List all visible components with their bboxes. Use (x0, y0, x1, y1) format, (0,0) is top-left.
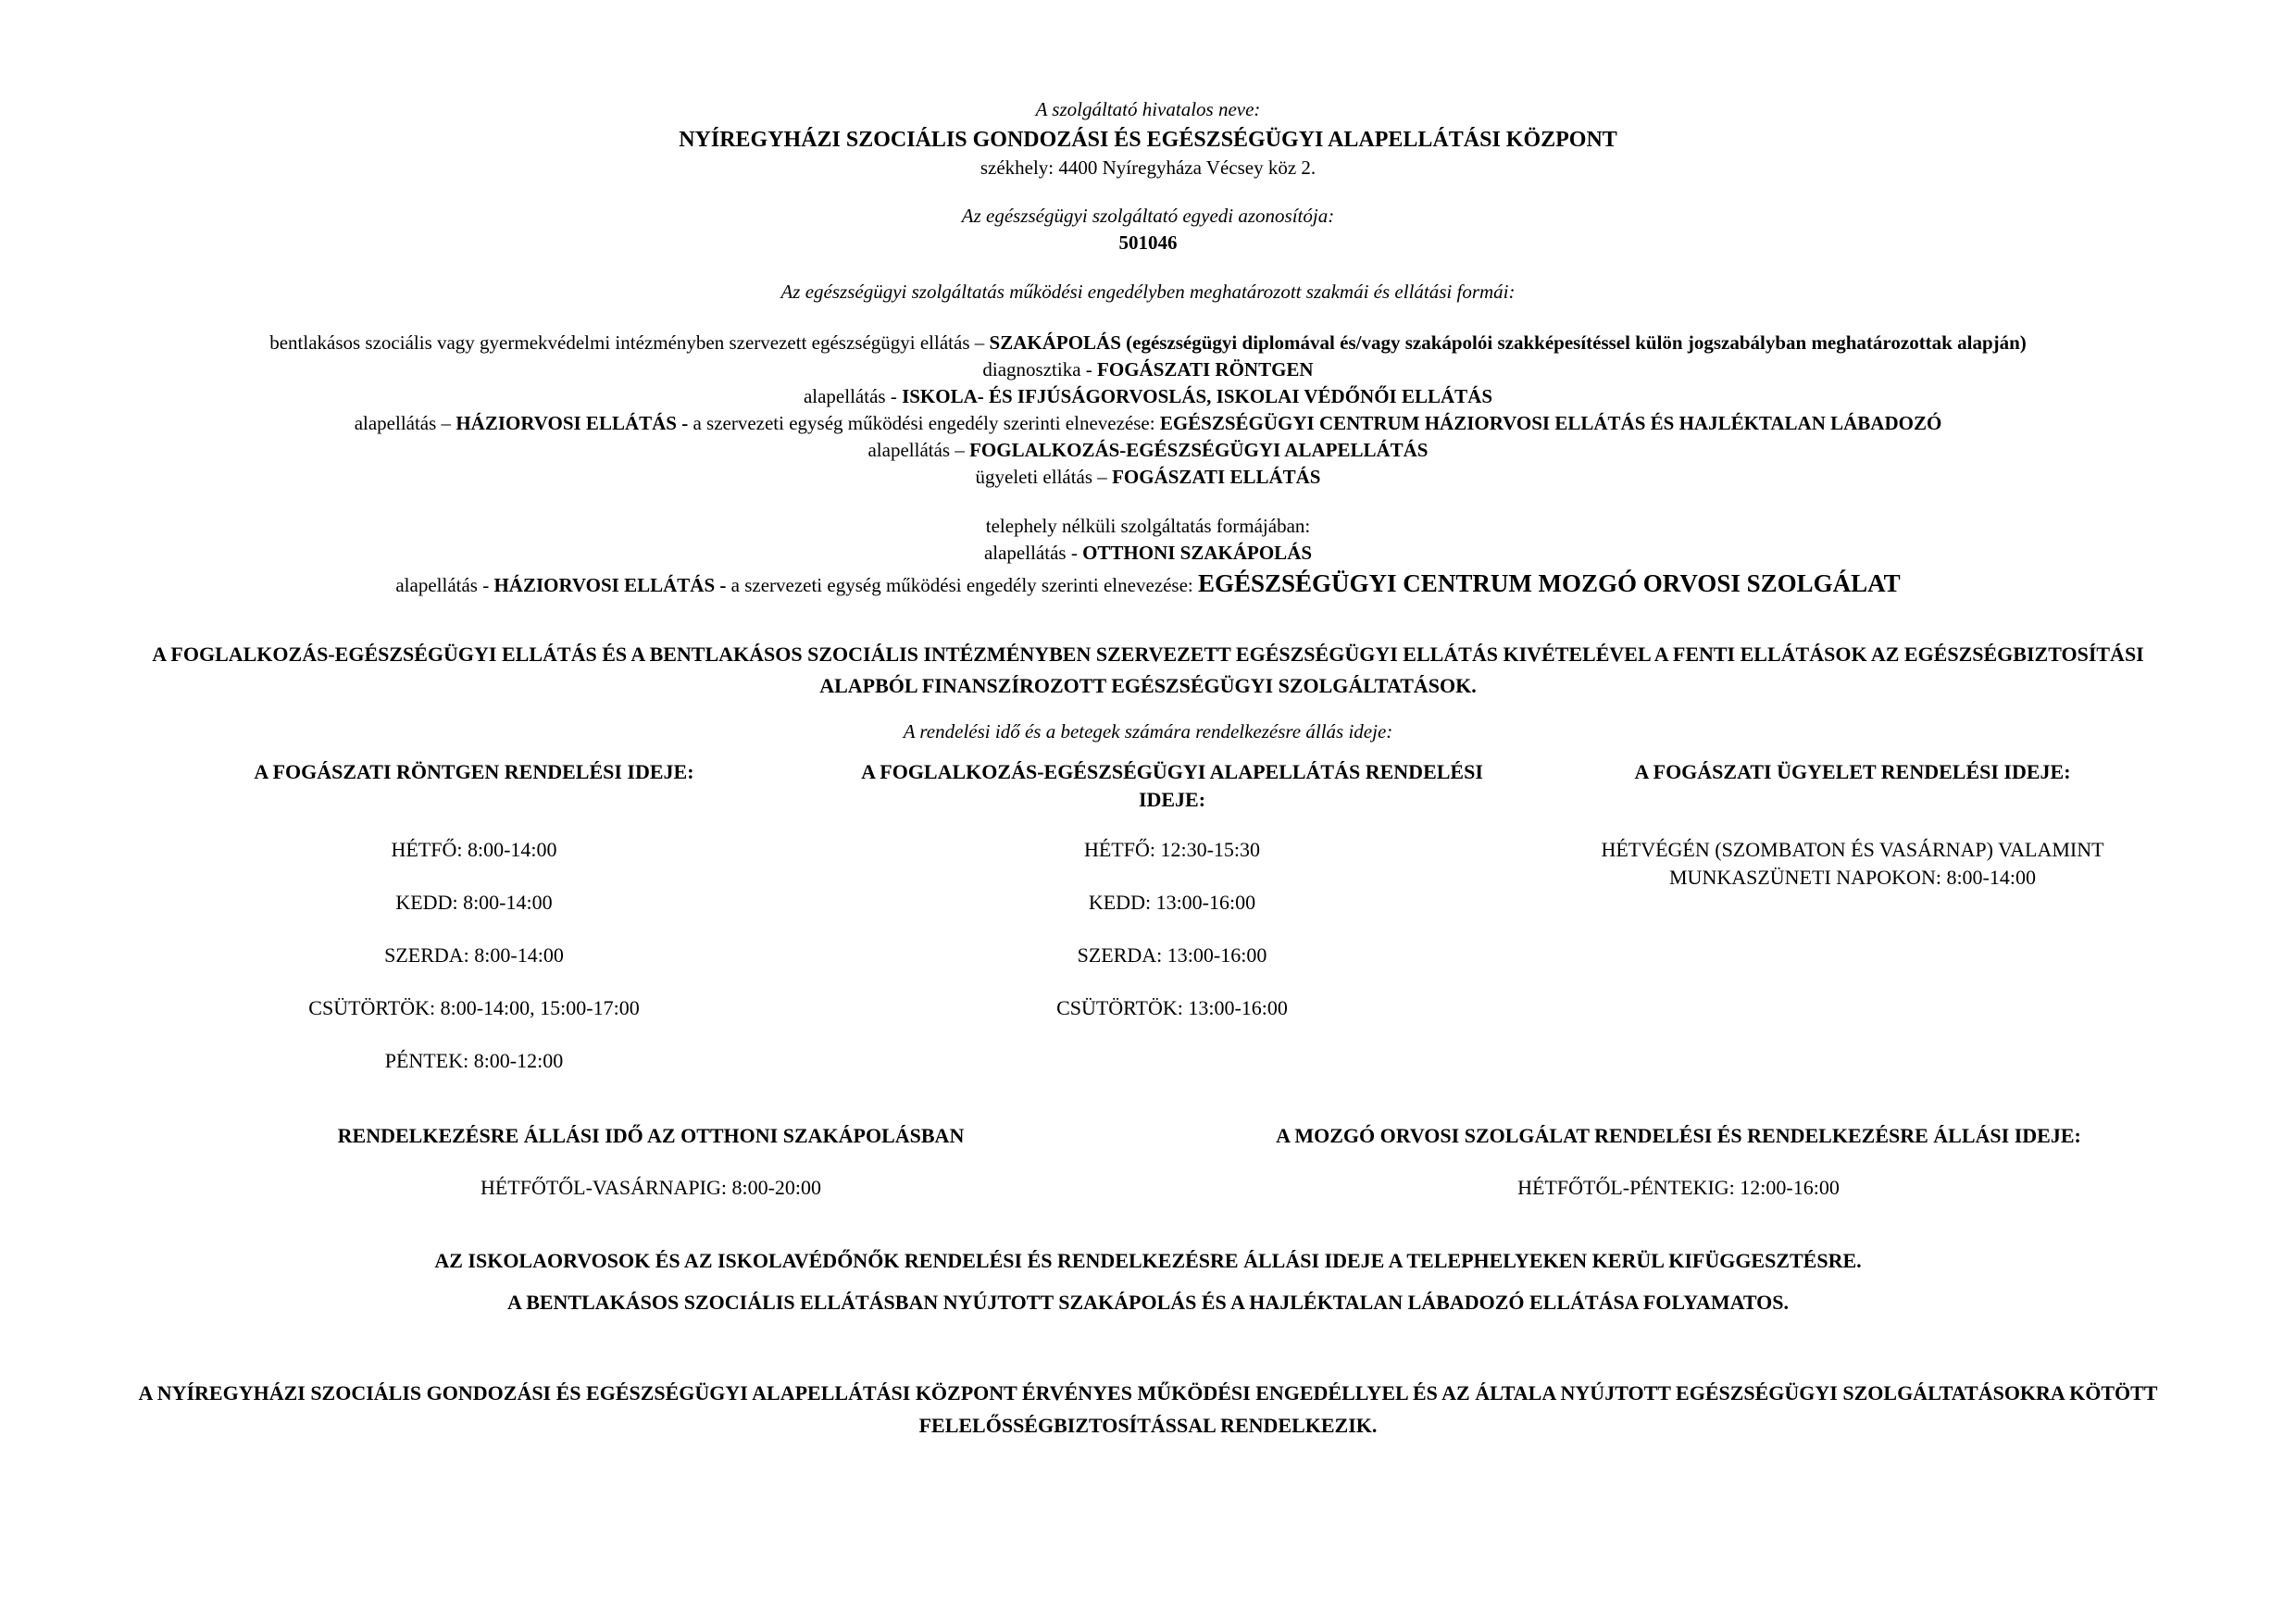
service-bold-unit-name: EGÉSZSÉGÜGYI CENTRUM MOZGÓ ORVOSI SZOLGÁLAT (1197, 569, 1901, 597)
availability-column-mobile-doctor (1262, 1122, 2095, 1201)
financing-note: A FOGLALKOZÁS-EGÉSZSÉGÜGYI ELLÁTÁS ÉS A BENTLAKÁSOS SZOCIÁLIS INTÉZMÉNYBEN SZERVEZETT EGÉSZSÉGÜGYI ELLÁTÁS KIVÉTELÉVEL A FENTI ELLÁTÁSOK AZ EGÉSZSÉGBIZTOSÍTÁSI ALAPBÓL FINANSZÍROZOTT EGÉSZSÉGÜGYI SZOLGÁLTATÁSOK. (152, 643, 2144, 697)
provider-name-label: A szolgáltató hivatalos neve: (1035, 98, 1261, 120)
service-line-dental-xray (0, 356, 2296, 383)
schedule-row-wednesday: SZERDA: 13:00-16:00 (1077, 943, 1267, 967)
service-bold: FOGLALKOZÁS-EGÉSZSÉGÜGYI ALAPELLÁTÁS (969, 439, 1429, 461)
closing-statement: A NYÍREGYHÁZI SZOCIÁLIS GONDOZÁSI ÉS EGÉSZSÉGÜGYI ALAPELLÁTÁSI KÖZPONT ÉRVÉNYES MŰKÖDÉSI ENGEDÉLLYEL ÉS AZ ÁLTALA NYÚJTOTT EGÉSZSÉGÜGYI SZOLGÁLTATÁSOKRA KÖTÖTT FELELŐSSÉGBIZTOSÍTÁSSAL RENDELKEZIK. (138, 1381, 2158, 1437)
availability-header: A MOZGÓ ORVOSI SZOLGÁLAT RENDELÉSI ÉS RENDELKEZÉSRE ÁLLÁSI IDEJE: (1276, 1124, 2081, 1147)
notes-section (0, 1247, 2296, 1317)
schedule-column-dental-xray (167, 758, 781, 1100)
service-pre: alapellátás – (354, 412, 456, 434)
schedule-row-weekend: HÉTVÉGÉN (SZOMBATON ÉS VASÁRNAP) VALAMINT MUNKASZÜNETI NAPOKON: 8:00-14:00 (1601, 838, 2104, 889)
availability-column-home-nursing (299, 1122, 1003, 1201)
schedule-rows (167, 836, 781, 1074)
hours-intro: A rendelési idő és a betegek számára rendelkezésre állás ideje: (903, 720, 1393, 743)
service-pre: alapellátás - (395, 574, 494, 596)
service-bold: ISKOLA- ÉS IFJÚSÁGORVOSLÁS, ISKOLAI VÉDŐNŐI ELLÁTÁS (902, 385, 1493, 407)
schedule-column-occupational-health (857, 758, 1487, 1047)
service-bold-unit-name: EGÉSZSÉGÜGYI CENTRUM HÁZIORVOSI ELLÁTÁS ÉS HAJLÉKTALAN LÁBADOZÓ (1159, 412, 1942, 434)
schedule-row-monday: HÉTFŐ: 12:30-15:30 (1083, 838, 1261, 861)
service-line-inpatient-nursing (0, 330, 2296, 356)
service-line-gp-care (0, 410, 2296, 437)
schedule-column-header: A FOGÁSZATI RÖNTGEN RENDELÉSI IDEJE: (254, 760, 694, 783)
service-pre: diagnosztika - (982, 358, 1098, 381)
service-line-school-health (0, 383, 2296, 410)
service-pre: alapellátás – (867, 439, 970, 461)
service-line-occupational-health (0, 437, 2296, 464)
schedule-row-monday: HÉTFŐ: 8:00-14:00 (391, 838, 557, 861)
provider-address: székhely: 4400 Nyíregyháza Vécsey köz 2. (980, 156, 1316, 179)
schedule-column-header: A FOGÁSZATI ÜGYELET RENDELÉSI IDEJE: (1634, 760, 2071, 783)
note-school-doctors: AZ ISKOLAORVOSOK ÉS AZ ISKOLAVÉDŐNŐK RENDELÉSI ÉS RENDELKEZÉSRE ÁLLÁSI IDEJE A TELEPHELYEKEN KERÜL KIFÜGGESZTÉSRE. (434, 1249, 1862, 1272)
remote-services-intro: telephely nélküli szolgáltatás formájában: (985, 515, 1311, 537)
service-bold: SZAKÁPOLÁS (egészségügyi diplomával és/vagy szakápolói szakképesítéssel külön jogszabályban meghatározottak alapján) (989, 331, 2027, 354)
service-pre: bentlakásos szociális vagy gyermekvédelmi intézményben szervezett egészségügyi ellátás – (269, 331, 990, 354)
schedule-column-dental-oncall (1547, 758, 2158, 918)
schedule-row-friday: PÉNTEK: 8:00-12:00 (384, 1049, 564, 1072)
remote-service-mobile-doctor (0, 567, 2296, 602)
note-continuous-care: A BENTLAKÁSOS SZOCIÁLIS ELLÁTÁSBAN NYÚJTOTT SZAKÁPOLÁS ÉS A HAJLÉKTALAN LÁBADOZÓ ELLÁTÁSA FOLYAMATOS. (507, 1291, 1789, 1314)
schedule-rows (1547, 836, 2158, 892)
availability-header: RENDELKEZÉSRE ÁLLÁSI IDŐ AZ OTTHONI SZAKÁPOLÁSBAN (337, 1124, 965, 1147)
remote-service-home-nursing (0, 540, 2296, 567)
schedule-column-header: A FOGLALKOZÁS-EGÉSZSÉGÜGYI ALAPELLÁTÁS RENDELÉSI IDEJE: (861, 760, 1483, 811)
service-bold: FOGÁSZATI ELLÁTÁS (1112, 466, 1321, 488)
service-pre: alapellátás - (803, 385, 903, 407)
availability-row: HÉTFŐTŐL-VASÁRNAPIG: 8:00-20:00 (480, 1176, 822, 1199)
provider-id-label: Az egészségügyi szolgáltató egyedi azonosítója: (961, 205, 1335, 227)
service-mid: a szervezeti egység működési engedély szerinti elnevezése: (730, 574, 1198, 596)
service-bold: HÁZIORVOSI ELLÁTÁS - (493, 574, 731, 596)
service-bold: HÁZIORVOSI ELLÁTÁS - (455, 412, 693, 434)
provider-id-value: 501046 (1118, 231, 1178, 254)
availability-row: HÉTFŐTŐL-PÉNTEKIG: 12:00-16:00 (1517, 1176, 1840, 1199)
service-mid: a szervezeti egység működési engedély szerinti elnevezése: (693, 412, 1160, 434)
service-line-dental-oncall (0, 464, 2296, 491)
schedule-row-tuesday: KEDD: 13:00-16:00 (1088, 891, 1256, 914)
service-bold: FOGÁSZATI RÖNTGEN (1097, 358, 1314, 381)
services-intro: Az egészségügyi szolgáltatás működési engedélyben meghatározott szakmái és ellátási formái: (780, 281, 1516, 303)
schedule-row-thursday: CSÜTÖRTÖK: 8:00-14:00, 15:00-17:00 (308, 996, 640, 1019)
service-pre: ügyeleti ellátás – (975, 466, 1113, 488)
provider-name: NYÍREGYHÁZI SZOCIÁLIS GONDOZÁSI ÉS EGÉSZSÉGÜGYI ALAPELLÁTÁSI KÖZPONT (679, 128, 1617, 152)
schedule-row-thursday: CSÜTÖRTÖK: 13:00-16:00 (1056, 996, 1288, 1019)
schedule-rows (857, 836, 1487, 1021)
service-pre: alapellátás - (983, 542, 1083, 564)
schedule-section (0, 758, 2296, 1100)
availability-section (0, 1122, 2296, 1201)
services-list (0, 330, 2296, 491)
service-bold: OTTHONI SZAKÁPOLÁS (1082, 542, 1313, 564)
schedule-row-wednesday: SZERDA: 8:00-14:00 (384, 943, 564, 967)
schedule-row-tuesday: KEDD: 8:00-14:00 (395, 891, 553, 914)
